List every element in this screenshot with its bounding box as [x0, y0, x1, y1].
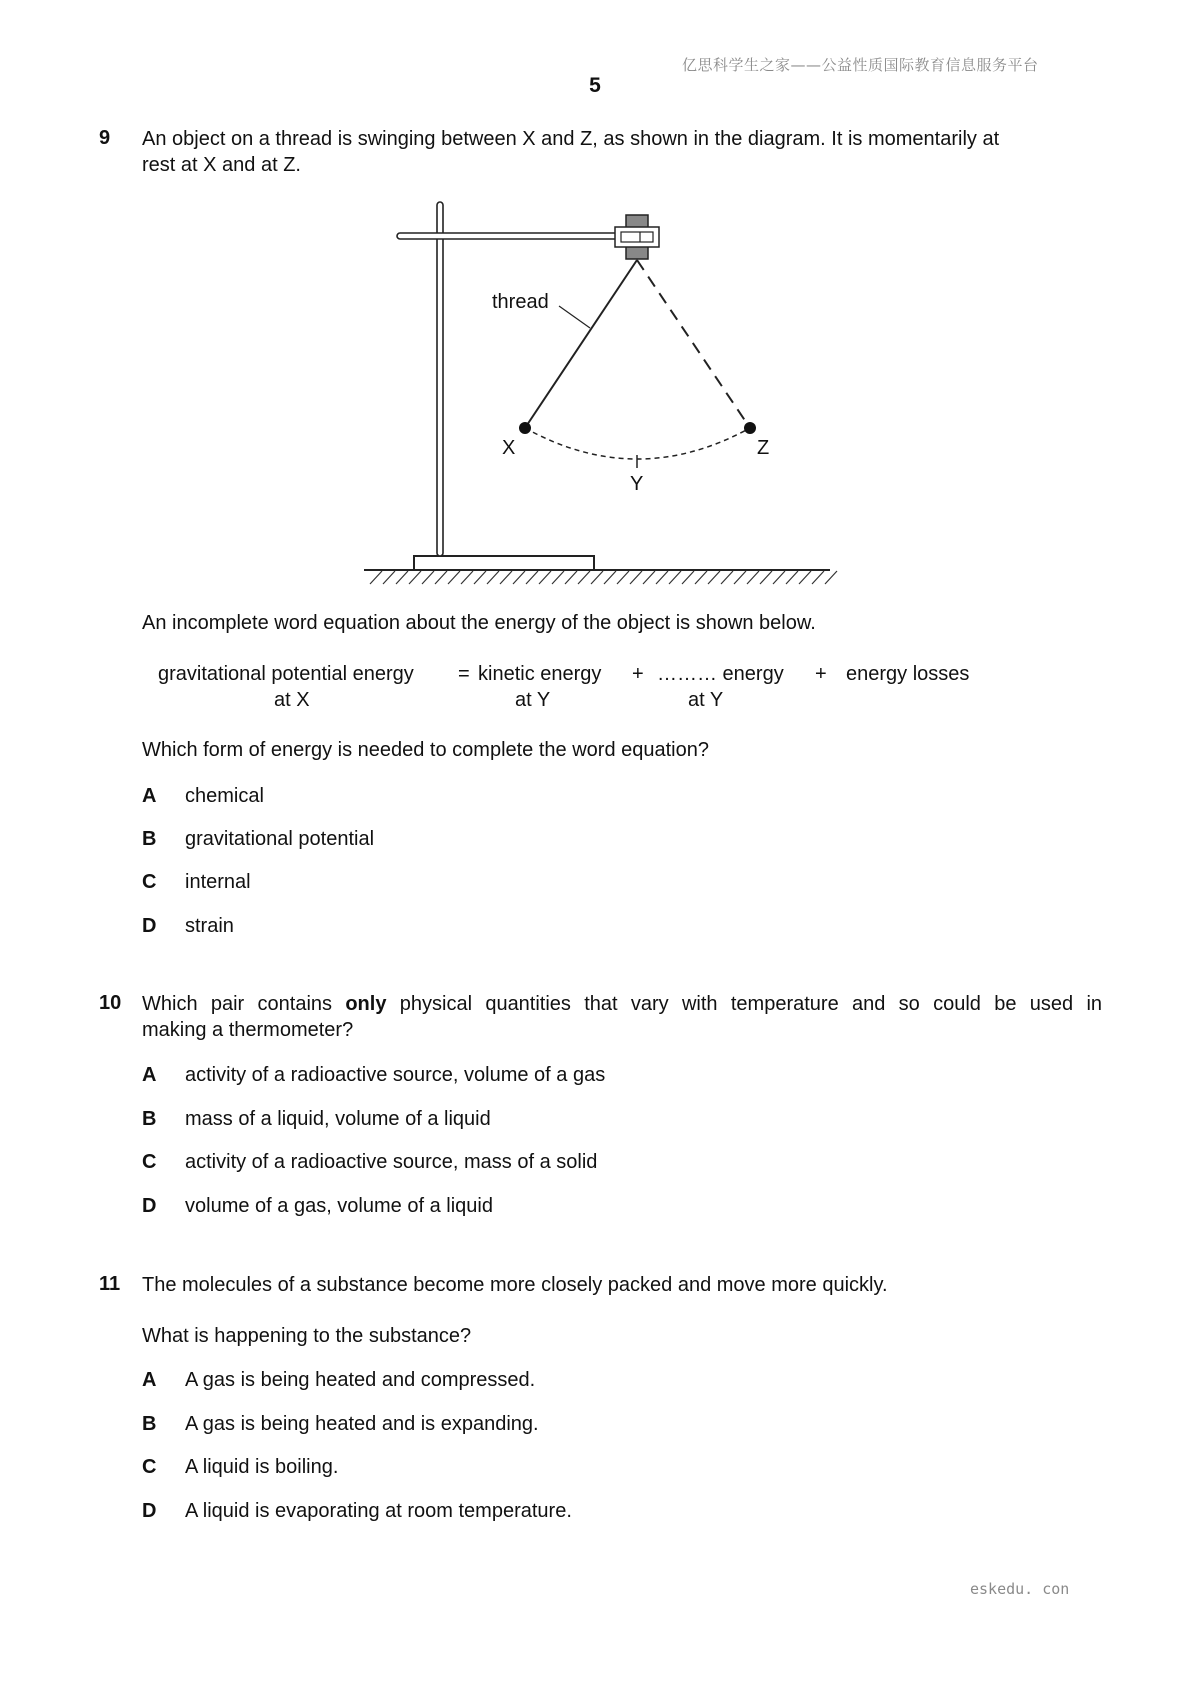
equation-term3-sub: at Y [688, 689, 724, 711]
stand-base [414, 556, 594, 570]
ground-hatching [370, 571, 837, 584]
question-11-prompt: What is happening to the substance? [142, 1325, 472, 1347]
equation-plus2: + [815, 663, 827, 685]
hatch-mark [513, 571, 525, 584]
hatch-mark [747, 571, 759, 584]
q11-option-a-text[interactable]: A gas is being heated and compressed. [185, 1369, 536, 1391]
equation-plus1: + [632, 663, 644, 685]
question-10-number: 10 [99, 992, 122, 1014]
stand-arm [397, 233, 619, 239]
hatch-mark [708, 571, 720, 584]
hatch-mark [487, 571, 499, 584]
q9-option-b-text[interactable]: gravitational potential [185, 828, 375, 850]
label-y: Y [630, 473, 644, 495]
hatch-mark [578, 571, 590, 584]
q10-option-d-text[interactable]: volume of a gas, volume of a liquid [185, 1195, 493, 1217]
question-9-intro: An incomplete word equation about the energy of the object is shown below. [142, 612, 816, 634]
pendulum-diagram [0, 0, 1190, 600]
hatch-mark [812, 571, 824, 584]
question-9-stem-line2: rest at X and at Z. [142, 154, 301, 176]
q10-option-b-text[interactable]: mass of a liquid, volume of a liquid [185, 1108, 491, 1130]
q11-option-b-text[interactable]: A gas is being heated and is expanding. [185, 1413, 539, 1435]
q11-option-d-text[interactable]: A liquid is evaporating at room temperature. [185, 1500, 572, 1522]
equation-term2: kinetic energy [478, 663, 602, 685]
clamp [615, 215, 659, 259]
q9-option-a-letter[interactable]: A [142, 785, 157, 807]
question-10-stem-bold: only [345, 993, 387, 1015]
q11-option-c-letter[interactable]: C [142, 1456, 157, 1478]
hatch-mark [643, 571, 655, 584]
hatch-mark [617, 571, 629, 584]
q10-option-a-letter[interactable]: A [142, 1064, 157, 1086]
hatch-mark [409, 571, 421, 584]
q11-option-d-letter[interactable]: D [142, 1500, 157, 1522]
thread-dashed-line [637, 260, 750, 428]
q10-option-d-letter[interactable]: D [142, 1195, 157, 1217]
equation-term1: gravitational potential energy [158, 663, 414, 685]
hatch-mark [825, 571, 837, 584]
q9-option-d-text[interactable]: strain [185, 915, 234, 937]
question-9-prompt: Which form of energy is needed to complete the word equation? [142, 739, 709, 761]
hatch-mark [682, 571, 694, 584]
hatch-mark [435, 571, 447, 584]
hatch-mark [721, 571, 733, 584]
hatch-mark [552, 571, 564, 584]
label-x: X [502, 437, 516, 459]
hatch-mark [760, 571, 772, 584]
hatch-mark [786, 571, 798, 584]
hatch-mark [396, 571, 408, 584]
equation-term1-sub: at X [274, 689, 310, 711]
equation-term4: energy losses [846, 663, 970, 685]
question-10-stem-pre: Which pair contains [142, 993, 346, 1015]
q11-option-c-text[interactable]: A liquid is boiling. [185, 1456, 339, 1478]
swing-arc [525, 428, 750, 459]
question-9-number: 9 [99, 127, 111, 149]
q9-option-a-text[interactable]: chemical [185, 785, 264, 807]
stand-rod [437, 202, 443, 556]
q9-option-b-letter[interactable]: B [142, 828, 157, 850]
question-9-stem-line1: An object on a thread is swinging between X and Z, as shown in the diagram. It is momentarily at [142, 128, 1000, 150]
hatch-mark [383, 571, 395, 584]
thread-label: thread [492, 291, 549, 313]
q10-option-b-letter[interactable]: B [142, 1108, 157, 1130]
hatch-mark [565, 571, 577, 584]
hatch-mark [630, 571, 642, 584]
question-11-number: 11 [99, 1273, 121, 1295]
hatch-mark [799, 571, 811, 584]
equation-term3: ……… energy [657, 663, 784, 685]
hatch-mark [656, 571, 668, 584]
q11-option-b-letter[interactable]: B [142, 1413, 157, 1435]
thread-label-pointer [559, 306, 590, 328]
hatch-mark [422, 571, 434, 584]
object-at-x [519, 422, 531, 434]
question-11-stem: The molecules of a substance become more closely packed and move more quickly. [142, 1274, 888, 1296]
hatch-mark [773, 571, 785, 584]
q10-option-c-letter[interactable]: C [142, 1151, 157, 1173]
hatch-mark [695, 571, 707, 584]
question-10-stem-post: physical quantities that vary with temperature and so could be used in [386, 993, 1103, 1015]
q9-option-d-letter[interactable]: D [142, 915, 157, 937]
hatch-mark [474, 571, 486, 584]
hatch-mark [539, 571, 551, 584]
hatch-mark [669, 571, 681, 584]
q11-option-a-letter[interactable]: A [142, 1369, 157, 1391]
hatch-mark [448, 571, 460, 584]
question-10-stem-line1 [142, 991, 1102, 1017]
hatch-mark [500, 571, 512, 584]
q10-option-a-text[interactable]: activity of a radioactive source, volume of a gas [185, 1064, 606, 1086]
footer-watermark: eskedu. con [970, 1580, 1070, 1598]
label-z: Z [757, 437, 770, 459]
page-number: 5 [589, 74, 601, 97]
hatch-mark [604, 571, 616, 584]
header-watermark: 亿思科学生之家——公益性质国际教育信息服务平台 [682, 56, 1039, 74]
object-at-z [744, 422, 756, 434]
question-10-stem-line2: making a thermometer? [142, 1019, 354, 1041]
equation-equals: = [458, 663, 470, 685]
hatch-mark [734, 571, 746, 584]
hatch-mark [591, 571, 603, 584]
hatch-mark [526, 571, 538, 584]
hatch-mark [370, 571, 382, 584]
q9-option-c-letter[interactable]: C [142, 871, 157, 893]
q9-option-c-text[interactable]: internal [185, 871, 251, 893]
question-10-stem [142, 991, 1102, 1043]
hatch-mark [461, 571, 473, 584]
equation-term2-sub: at Y [515, 689, 551, 711]
q10-option-c-text[interactable]: activity of a radioactive source, mass of a solid [185, 1151, 598, 1173]
thread-line [525, 260, 637, 428]
